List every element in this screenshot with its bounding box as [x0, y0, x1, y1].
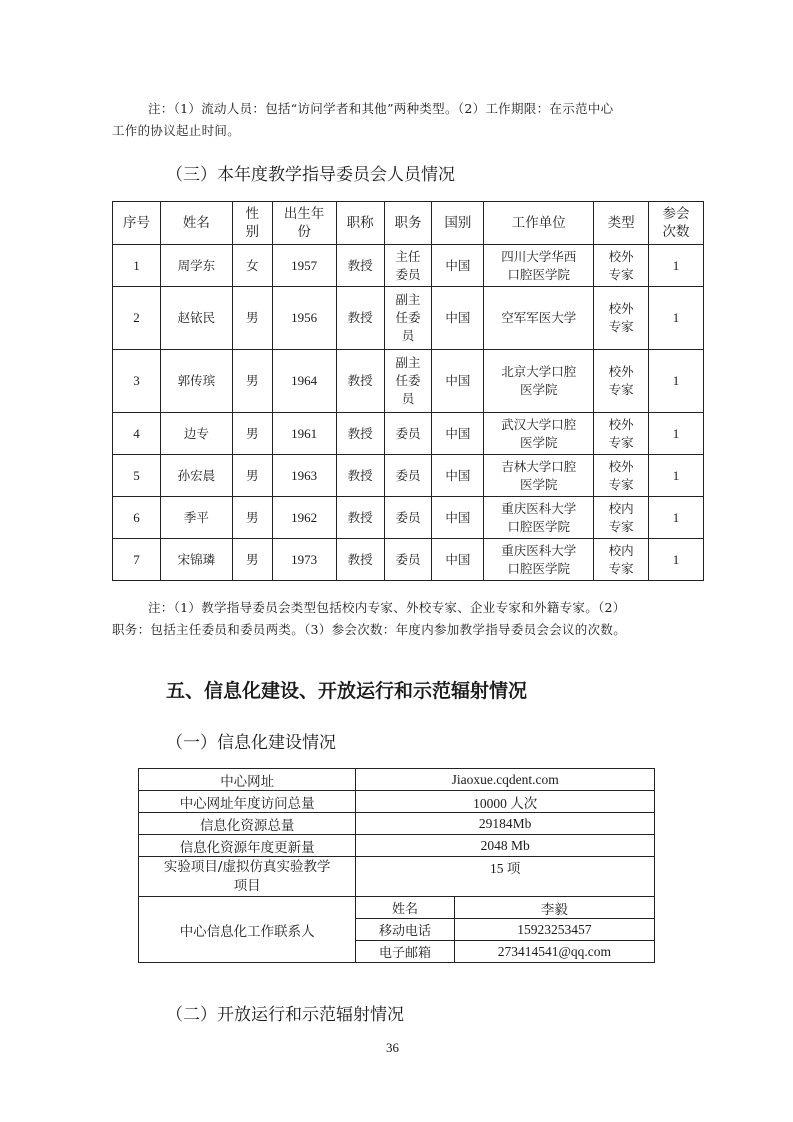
cell-name [160, 539, 232, 581]
cell-text: 教授 [347, 373, 373, 388]
cell-text: 校外 [608, 248, 634, 264]
cell-text: 副主 [395, 355, 421, 370]
cell-unit [484, 413, 594, 455]
cell-text: 郭传瑸 [177, 373, 216, 388]
header-line: 职称 [346, 215, 374, 231]
cell-text: 任委 [395, 310, 421, 325]
cell-text: 6 [133, 509, 140, 525]
cell-role [384, 413, 432, 455]
label-line: 项目 [233, 877, 261, 894]
cell-text: 教授 [347, 310, 373, 325]
header-line: 次数 [662, 224, 690, 240]
cell-count [649, 455, 704, 497]
cell-text: 2 [133, 310, 140, 325]
cell-text: 中国 [445, 425, 471, 441]
contact-value: 273414541@qq.com [454, 941, 654, 963]
cell-text: 校内 [608, 542, 634, 558]
cell-unit [484, 287, 594, 350]
cell-text: 主任 [395, 248, 421, 264]
cell-gender [232, 413, 272, 455]
header-line: 工作单位 [511, 215, 566, 231]
cell-text: 中国 [445, 467, 471, 483]
column-header [232, 202, 272, 245]
cell-role [384, 539, 432, 581]
cell-title [336, 497, 384, 539]
info-label: 信息化资源年度更新量 [139, 835, 356, 857]
section-title-informatization: （一）信息化建设情况 [166, 733, 336, 753]
info-label: 信息化资源总量 [139, 813, 356, 835]
cell-gender [232, 497, 272, 539]
cell-title [336, 539, 384, 581]
info-value: Jiaoxue.cqdent.com [356, 769, 655, 791]
cell-text: 武汉大学口腔 [501, 416, 577, 432]
contact-value: 15923253457 [454, 919, 654, 941]
note-line: 注：（1）流动人员：包括“访问学者和其他”两种类型。（2）工作期限：在示范中心 [148, 101, 614, 116]
cell-text: 委员 [395, 467, 421, 483]
header-line: 类型 [607, 215, 635, 231]
cell-text: 1 [672, 425, 680, 441]
cell-text: 口腔医学院 [507, 560, 571, 576]
cell-unit [484, 497, 594, 539]
info-label: 中心网址年度访问总量 [139, 791, 356, 813]
cell-count [649, 413, 704, 455]
cell-text: 赵铱民 [177, 310, 216, 325]
info-value: 10000 人次 [356, 791, 655, 813]
cell-text: 周学东 [177, 257, 216, 273]
cell-birth-year [272, 350, 336, 413]
cell-text: 边专 [183, 425, 209, 441]
cell-birth-year [272, 245, 336, 287]
cell-name [160, 287, 232, 350]
cell-birth-year [272, 497, 336, 539]
cell-text: 专家 [608, 382, 634, 397]
column-header [272, 202, 336, 245]
informatization-table [138, 768, 655, 963]
note-flow-staff [112, 98, 697, 142]
cell-name [160, 455, 232, 497]
cell-text: 1 [133, 257, 140, 273]
cell-role [384, 350, 432, 413]
cell-no [113, 245, 161, 287]
cell-country [432, 287, 484, 350]
cell-text: 1973 [291, 551, 318, 567]
cell-no [113, 539, 161, 581]
cell-text: 空军军医大学 [501, 310, 577, 325]
table-row [113, 413, 704, 455]
info-row [139, 791, 655, 813]
note-line: 工作的协议起止时间。 [112, 123, 241, 138]
cell-text: 男 [245, 310, 259, 325]
cell-unit [484, 539, 594, 581]
cell-text: 女 [245, 257, 259, 273]
cell-name [160, 413, 232, 455]
cell-text: 男 [245, 425, 259, 441]
cell-text: 教授 [347, 257, 373, 273]
cell-birth-year [272, 539, 336, 581]
column-header [594, 202, 649, 245]
cell-text: 重庆医科大学 [501, 542, 577, 558]
cell-no [113, 287, 161, 350]
cell-text: 孙宏晨 [177, 467, 216, 483]
section-title-committee: （三）本年度教学指导委员会人员情况 [166, 165, 455, 185]
info-row [139, 813, 655, 835]
cell-text: 男 [245, 551, 259, 567]
contact-label: 中心信息化工作联系人 [139, 897, 356, 963]
cell-no [113, 455, 161, 497]
cell-text: 委员 [395, 509, 421, 525]
contact-row [139, 897, 655, 919]
cell-text: 季平 [183, 509, 209, 525]
cell-role [384, 287, 432, 350]
cell-text: 教授 [347, 551, 373, 567]
cell-text: 教授 [347, 467, 373, 483]
cell-text: 1963 [291, 467, 318, 483]
cell-country [432, 350, 484, 413]
cell-text: 校内 [608, 500, 634, 516]
section-title-open-operation: （二）开放运行和示范辐射情况 [166, 1005, 404, 1025]
cell-count [649, 350, 704, 413]
header-line: 性 [245, 206, 259, 222]
column-header [113, 202, 161, 245]
cell-text: 医学院 [520, 476, 558, 492]
cell-text: 男 [245, 373, 259, 388]
column-header [432, 202, 484, 245]
cell-text: 4 [133, 425, 140, 441]
cell-text: 口腔医学院 [507, 518, 571, 534]
cell-country [432, 245, 484, 287]
cell-text: 口腔医学院 [507, 266, 571, 282]
cell-country [432, 539, 484, 581]
cell-text: 宋锦璘 [177, 551, 216, 567]
cell-birth-year [272, 413, 336, 455]
cell-count [649, 287, 704, 350]
header-line: 序号 [122, 215, 150, 231]
header-line: 姓名 [182, 215, 210, 231]
info-row [139, 769, 655, 791]
table-row [113, 350, 704, 413]
chapter-title: 五、信息化建设、开放运行和示范辐射情况 [166, 680, 528, 702]
cell-text: 北京大学口腔 [501, 364, 577, 379]
committee-table [112, 201, 704, 581]
cell-text: 任委 [395, 373, 421, 388]
contact-key: 电子邮箱 [356, 941, 454, 963]
cell-text: 中国 [445, 373, 471, 388]
cell-type [594, 497, 649, 539]
cell-text: 校外 [608, 416, 634, 432]
cell-text: 男 [245, 467, 259, 483]
cell-country [432, 497, 484, 539]
cell-text: 四川大学华西 [501, 248, 577, 264]
cell-text: 校外 [608, 301, 634, 316]
header-line: 出生年 [283, 206, 325, 222]
cell-text: 吉林大学口腔 [501, 458, 577, 474]
info-value: 2048 Mb [356, 835, 655, 857]
cell-gender [232, 245, 272, 287]
header-line: 职务 [394, 215, 422, 231]
contact-value: 李毅 [454, 897, 654, 919]
cell-text: 教授 [347, 425, 373, 441]
cell-text: 1 [672, 310, 680, 325]
cell-type [594, 413, 649, 455]
page-number: 36 [386, 1040, 399, 1055]
label-line: 实验项目/虚拟仿真实验教学 [163, 858, 331, 875]
header-line: 份 [297, 224, 311, 240]
cell-birth-year [272, 287, 336, 350]
cell-title [336, 287, 384, 350]
column-header [649, 202, 704, 245]
cell-title [336, 245, 384, 287]
cell-text: 1 [672, 551, 680, 567]
column-header [160, 202, 232, 245]
cell-gender [232, 539, 272, 581]
cell-type [594, 539, 649, 581]
cell-name [160, 350, 232, 413]
cell-text: 中国 [445, 310, 471, 325]
cell-unit [484, 245, 594, 287]
cell-unit [484, 350, 594, 413]
table-row [113, 287, 704, 350]
cell-no [113, 497, 161, 539]
cell-text: 中国 [445, 257, 471, 273]
cell-text: 委员 [395, 551, 421, 567]
cell-text: 1956 [291, 310, 318, 325]
cell-type [594, 455, 649, 497]
cell-text: 专家 [608, 266, 634, 282]
cell-text: 1962 [291, 509, 318, 525]
table-row [113, 455, 704, 497]
cell-text: 1 [672, 467, 680, 483]
table-row [113, 539, 704, 581]
cell-text: 1 [672, 509, 680, 525]
info-label: 中心网址 [139, 769, 356, 791]
cell-country [432, 455, 484, 497]
cell-text: 医学院 [520, 382, 558, 397]
cell-country [432, 413, 484, 455]
cell-text: 专家 [608, 476, 634, 492]
cell-role [384, 455, 432, 497]
cell-text: 委员 [395, 425, 421, 441]
info-value: 29184Mb [356, 813, 655, 835]
cell-gender [232, 350, 272, 413]
cell-title [336, 413, 384, 455]
cell-text: 专家 [608, 434, 634, 450]
column-header [336, 202, 384, 245]
cell-text: 专家 [608, 518, 634, 534]
contact-key: 移动电话 [356, 919, 454, 941]
cell-text: 副主 [395, 292, 421, 307]
cell-no [113, 350, 161, 413]
cell-text: 男 [245, 509, 259, 525]
cell-name [160, 497, 232, 539]
cell-gender [232, 455, 272, 497]
cell-birth-year [272, 455, 336, 497]
cell-text: 中国 [445, 509, 471, 525]
note-line: 职务：包括主任委员和委员两类。（3）参会次数：年度内参加教学指导委员会会议的次数。 [112, 622, 627, 637]
cell-text: 员 [401, 391, 415, 406]
cell-text: 3 [133, 373, 140, 388]
cell-no [113, 413, 161, 455]
cell-text: 1 [672, 257, 680, 273]
cell-text: 1964 [291, 373, 318, 388]
cell-text: 1961 [291, 425, 318, 441]
cell-type [594, 287, 649, 350]
cell-type [594, 245, 649, 287]
column-header [384, 202, 432, 245]
cell-text: 教授 [347, 509, 373, 525]
header-line: 参会 [662, 206, 690, 222]
contact-key: 姓名 [356, 897, 454, 919]
cell-count [649, 539, 704, 581]
cell-text: 委员 [395, 266, 421, 282]
cell-text: 校外 [608, 458, 634, 474]
cell-text: 重庆医科大学 [501, 500, 577, 516]
table-header-row [113, 202, 704, 245]
cell-text: 医学院 [520, 434, 558, 450]
cell-title [336, 455, 384, 497]
table-row [113, 245, 704, 287]
cell-text: 中国 [445, 551, 471, 567]
column-header [484, 202, 594, 245]
cell-title [336, 350, 384, 413]
cell-count [649, 245, 704, 287]
cell-text: 员 [401, 328, 415, 343]
header-line: 别 [245, 224, 259, 240]
header-line: 国别 [444, 215, 472, 231]
info-value: 15 项 [356, 857, 655, 897]
cell-text: 1 [672, 373, 680, 388]
cell-unit [484, 455, 594, 497]
cell-type [594, 350, 649, 413]
table-row [113, 497, 704, 539]
info-label [139, 857, 356, 897]
cell-gender [232, 287, 272, 350]
cell-role [384, 497, 432, 539]
cell-text: 5 [133, 467, 140, 483]
cell-text: 1957 [291, 257, 318, 273]
info-row [139, 835, 655, 857]
cell-text: 7 [133, 551, 140, 567]
cell-text: 专家 [608, 560, 634, 576]
note-line: 注：（1）教学指导委员会类型包括校内专家、外校专家、企业专家和外籍专家。（2） [148, 600, 626, 615]
cell-count [649, 497, 704, 539]
cell-role [384, 245, 432, 287]
cell-text: 校外 [608, 364, 634, 379]
note-committee [112, 597, 697, 641]
cell-name [160, 245, 232, 287]
info-row [139, 857, 655, 897]
cell-text: 专家 [608, 319, 634, 334]
